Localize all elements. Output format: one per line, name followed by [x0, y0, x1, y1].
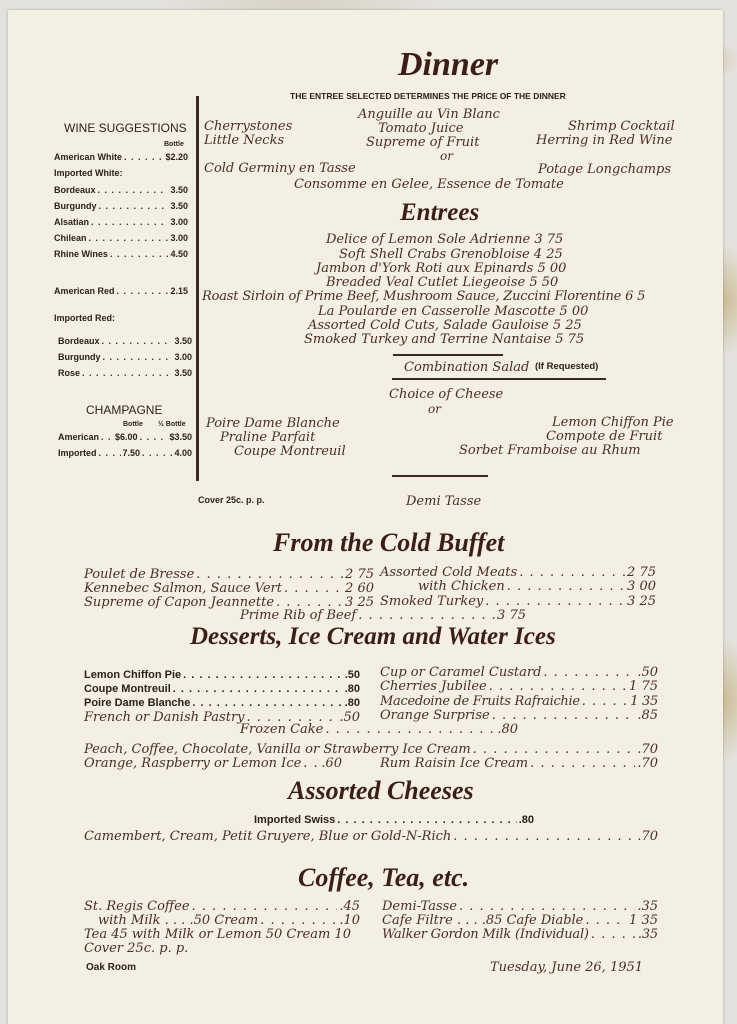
- ice-cream-item: Peach, Coffee, Chocolate, Vanilla or Strawberry Ice Cream . . . .70: [84, 743, 658, 756]
- wine-title: WINE SUGGESTIONS: [64, 121, 187, 135]
- soup-item: Potage Longchamps: [538, 162, 672, 177]
- champagne-item: American . . . $6.00 . . . $3.50: [58, 433, 192, 442]
- soup-item: Cold Germiny en Tasse: [204, 161, 356, 176]
- cheeses-title: Assorted Cheeses: [288, 776, 474, 805]
- champagne-half-header: ½ Bottle: [158, 421, 186, 428]
- cheese-item: Imported Swiss . . . .80: [254, 815, 534, 826]
- room-name: Oak Room: [86, 962, 137, 973]
- appetizer-item: Shrimp Cocktail: [568, 119, 675, 134]
- ice-cream-item: Orange, Raspberry or Lemon Ice . . . .60: [84, 757, 360, 770]
- cheese-item: Camembert, Cream, Petit Gruyere, Blue or Gold-N-Rich . . . .70: [84, 830, 658, 843]
- entree-item: La Poularde en Casserolle Mascotte 5 00: [318, 304, 589, 319]
- dessert-item: Cherries Jubilee . . . 1 75: [380, 680, 658, 693]
- entree-item: Jambon d'York Roti aux Epinards 5 00: [316, 261, 567, 276]
- entree-item: Roast Sirloin of Prime Beef, Mushroom Sauce, Zuccini Florentine 6 5: [202, 290, 646, 303]
- appetizer-item: Supreme of Fruit: [366, 135, 480, 150]
- wine-bottle-header: Bottle: [164, 141, 184, 148]
- coffee-title: Coffee, Tea, etc.: [298, 863, 470, 892]
- buffet-item: Poulet de Bresse . . . 2 75: [84, 568, 374, 581]
- demi-tasse: Demi Tasse: [406, 494, 482, 509]
- coffee-item: Tea 45 with Milk or Lemon 50 Cream 10: [84, 927, 352, 942]
- entree-item: Delice of Lemon Sole Adrienne 3 75: [326, 232, 564, 247]
- coffee-item: Demi-Tasse . . . .35: [382, 900, 658, 913]
- champagne-item: Imported . . . 7.50 . . . 4.00: [58, 449, 192, 458]
- salad-note: (If Requested): [535, 361, 599, 372]
- appetizer-item: Tomato Juice: [378, 121, 464, 136]
- appetizer-or: or: [440, 149, 453, 163]
- choice-of-cheese: Choice of Cheese: [389, 387, 504, 402]
- dessert-item: French or Danish Pastry . . . .50: [84, 711, 360, 724]
- coffee-cover: Cover 25c. p. p.: [84, 941, 189, 956]
- wine-item: Bordeaux . . . 3.50: [54, 186, 188, 195]
- wine-item: Bordeaux . . . 3.50: [58, 337, 192, 346]
- wine-item: Rhine Wines . . . 4.50: [54, 250, 188, 259]
- ice-cream-item: Rum Raisin Ice Cream . . . .70: [380, 757, 658, 770]
- entree-item: Smoked Turkey and Terrine Nantaise 5 75: [304, 332, 585, 347]
- champagne-bottle-header: Bottle: [123, 421, 143, 428]
- dessert-item: Cup or Caramel Custard . . . .50: [380, 666, 658, 679]
- buffet-item: with Chicken . . . 3 00: [418, 580, 656, 593]
- dessert-or: or: [428, 402, 441, 416]
- dessert-item: Macedoine de Fruits Rafraichie . . . 1 35: [380, 695, 658, 708]
- coffee-item: Walker Gordon Milk (Individual) . . . .35: [382, 928, 658, 941]
- wine-imported-red: Imported Red:: [54, 313, 116, 323]
- buffet-item: Prime Rib of Beef . . . 3 75: [240, 609, 526, 622]
- entree-item: Assorted Cold Cuts, Salade Gauloise 5 25: [308, 318, 582, 333]
- appetizer-item: Little Necks: [204, 133, 285, 148]
- champagne-title: CHAMPAGNE: [86, 403, 163, 417]
- appetizer-item: Anguille au Vin Blanc: [358, 107, 500, 122]
- buffet-item: Assorted Cold Meats . . . 2 75: [380, 566, 656, 579]
- dessert-choice-item: Praline Parfait: [220, 430, 316, 445]
- dessert-choice-item: Lemon Chiffon Pie: [552, 415, 674, 430]
- appetizer-item: Cherrystones: [204, 119, 293, 134]
- coffee-item: Cafe Filtre . . . .85 Cafe Diable . . . 1 35: [382, 914, 658, 927]
- dessert-item: Lemon Chiffon Pie . . . .50: [84, 670, 360, 681]
- wine-item: Alsatian . . . 3.00: [54, 218, 188, 227]
- divider-line: [393, 354, 503, 356]
- wine-divider-line: [196, 96, 199, 481]
- buffet-item: Kennebec Salmon, Sauce Vert . . . 2 60: [84, 582, 374, 595]
- dessert-item: Poire Dame Blanche . . . .80: [84, 698, 360, 709]
- buffet-item: Smoked Turkey . . . 3 25: [380, 595, 656, 608]
- dessert-item: Frozen Cake . . . .80: [240, 723, 518, 736]
- entree-item: Soft Shell Crabs Grenobloise 4 25: [339, 247, 563, 262]
- dessert-choice-item: Sorbet Framboise au Rhum: [459, 443, 641, 458]
- wine-american-red: American Red . . . 2.15: [54, 287, 188, 296]
- wine-item: Rose . . . 3.50: [58, 369, 192, 378]
- dessert-choice-item: Coupe Montreuil: [234, 444, 346, 459]
- dessert-choice-item: Compote de Fruit: [546, 429, 663, 444]
- divider-line: [392, 475, 488, 477]
- appetizer-item: Herring in Red Wine: [536, 133, 673, 148]
- coffee-item: St. Regis Coffee . . . .45: [84, 900, 360, 913]
- entree-item: Breaded Veal Cutlet Liegeoise 5 50: [326, 275, 559, 290]
- combination-salad: Combination Salad: [404, 360, 530, 375]
- dessert-item: Orange Surprise . . . .85: [380, 709, 658, 722]
- wine-item: Chilean . . . 3.00: [54, 234, 188, 243]
- entrees-title: Entrees: [400, 199, 480, 226]
- menu-sheet: [8, 10, 723, 1024]
- dessert-choice-item: Poire Dame Blanche: [206, 416, 340, 431]
- menu-title: Dinner: [398, 46, 499, 83]
- wine-imported-white: Imported White:: [54, 168, 123, 178]
- coffee-item: with Milk . . . .50 Cream . . . .10: [98, 914, 360, 927]
- menu-subtitle: THE ENTREE SELECTED DETERMINES THE PRICE OF THE DINNER: [290, 91, 566, 101]
- menu-date: Tuesday, June 26, 1951: [490, 960, 644, 975]
- wine-item: Burgundy . . . 3.00: [58, 353, 192, 362]
- cover-charge: Cover 25c. p. p.: [198, 495, 265, 505]
- cold-buffet-title: From the Cold Buffet: [273, 528, 505, 557]
- wine-item: Burgundy . . . 3.50: [54, 202, 188, 211]
- dessert-item: Coupe Montreuil . . . .80: [84, 684, 360, 695]
- desserts-title: Desserts, Ice Cream and Water Ices: [190, 623, 556, 650]
- soup-item: Consomme en Gelee, Essence de Tomate: [294, 177, 564, 192]
- buffet-item: Supreme of Capon Jeannette . . . 3 25: [84, 596, 374, 609]
- divider-line: [392, 378, 606, 380]
- wine-american-white: American White . . . $2.20: [54, 153, 188, 162]
